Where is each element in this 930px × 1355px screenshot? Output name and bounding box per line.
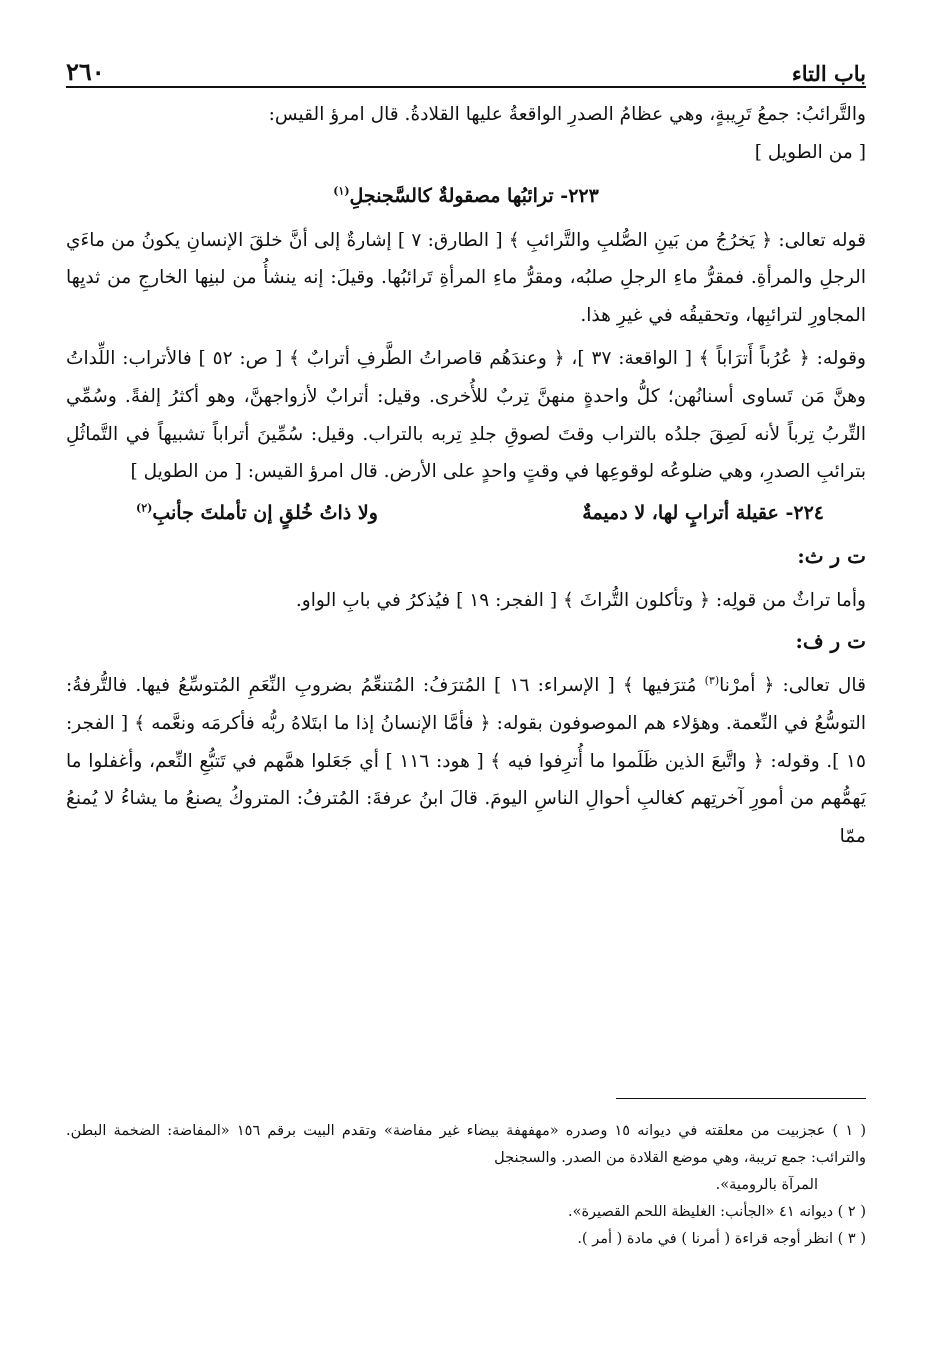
section-title: باب التاء (791, 61, 866, 86)
page-number: ٢٦٠ (66, 57, 105, 86)
verse-224-first-hemistich: ٢٢٤- عقيلة أترابٍ لها، لا دميمةٌ (582, 502, 824, 525)
root-heading-trth: ت ر ث: (797, 544, 866, 569)
paragraph-atrab: وقوله: ﴿ عُرُباً أَترَاباً ﴾ [ الواقعة: ٣٧ ]، ﴿ وعندَهُم قاصراتُ الطَّرفِ أترابٌ ﴾ [ ص: ٥٢ ] فالأتراب: اللِّداتُ وهنَّ مَن تَساوى أسنانُهن؛ كلُّ واحدةٍ منهنَّ تِربٌ للأُخرى. وقيل: أترابٌ لأزواجهنَّ، وهو أكثرُ إلفةً. وسُمِّي التِّربُ تِرباً لأنه لَصِقَ جلدُه بالتراب وقتَ لصوقِ جلدِ تِربه بالتراب. وقيل: سُمِّينَ أتراباً تشبيهاً في التَّماثُلِ بترائبِ الصدرِ، وهي ضلوعُه لوقوعِها في وقتٍ واحدٍ على الأرض. قال امرؤ القيس: [ من الطويل ] (66, 347, 866, 483)
footnote-1-continued: المرآة بالرومية». (715, 1177, 818, 1193)
verse-223 (66, 176, 866, 216)
paragraph-taraib-definition: والتَّرائبُ: جمعُ تَرِيبةٍ، وهي عظامُ الصدرِ الواقعةُ عليها القلادةُ. قال امرؤ القيس: (268, 104, 866, 125)
footnote-ref-1: (١) (333, 184, 350, 198)
paragraph-turath: وأما تراثٌ من قولِه: ﴿ وتأكلون التُّراثَ ﴾ [ الفجر: ١٩ ] فيُذكرُ في بابِ الواو. (295, 590, 866, 612)
main-text (66, 96, 866, 856)
verse-224-second-hemistich: ولا ذاتُ خُلقٍ إن تأملتَ جأنبِ$^{(٢)}$ (136, 501, 378, 525)
footnote-1: ( ١ ) عجزبيت من معلقته في ديوانه ١٥ وصدره «مهفهفة بيضاء غير مفاضة» وتقدم البيت برقم ١٥٦ «المفاضة: الضخمة البطن. والترائب: جمع تريبة، وهي موضع القلادة من الصدر. والسجنجل (66, 1123, 866, 1166)
footnote-ref-2: (٢) (136, 501, 153, 515)
root-heading-trf: ت ر ف: (795, 628, 866, 653)
verse-223-text: ٢٢٣- ترائبُها مصقولةٌ كالسَّجنجلِ (349, 184, 599, 207)
footnotes (66, 1118, 866, 1253)
footnote-ref-3: (٣) (704, 673, 720, 687)
paragraph-tariq-verse: قوله تعالى: ﴿ يَخرُجُ من بَينِ الصُّلبِ والتَّرائبِ ﴾ [ الطارق: ٧ ] إشارةٌ إلى أنَّ خلقَ الإنسانِ يكونُ من ماءَي الرجلِ والمرأةِ. فمقرُّ ماءِ الرجلِ صلبُه، ومقرُّ ماءِ المرأةِ تَرائبُها. وقيلَ: إنه ينشأُ من لبنِها الخارجِ من ثديِها المجاورِ لترائبِها، وتحقيقُه في غيرِ هذا. (66, 229, 866, 327)
verse-224 (66, 493, 866, 533)
running-head (66, 40, 866, 88)
paragraph-mutraf: قال تعالى: ﴿ أمرْنا$^{(٣)}$ مُترَفيها ﴾ [ الإسراء: ١٦ ] المُترَفُ: المُتنعِّمُ بضروبِ النِّعَمِ المُتوسِّعُ فيها. فالتُّرفةُ: التوسُّعُ في النِّعمة. وهؤلاء هم الموصوفون بقوله: ﴿ فأمَّا الإنسانُ إذا ما ابتَلاهُ ربُّه فأكرمَه ونعَّمه ﴾ [ الفجر: ١٥ ]. وقوله: ﴿ واتَّبعَ الذين ظَلَموا ما أُترِفوا فيه ﴾ [ هود: ١١٦ ] أي جَعَلوا همَّهم في تَتبُّعِ النِّعم، وأغفلوا ما يَهمُّهم من أمورِ آخرتِهم كغالبِ أحوالِ الناسِ اليومَ. قالَ ابنُ عرفةَ: المُترفُ: المتروكُ يصنعُ ما يشاءُ لا يُمنعُ ممّا (66, 673, 866, 848)
footnote-3: ( ٣ ) انظر أوجه قراءة ( أمرنا ) في مادة ( أمر ). (577, 1231, 866, 1247)
footnote-divider (616, 1098, 866, 1099)
footnote-2: ( ٢ ) ديوانه ٤١ «الجأنب: الغليظة اللحم القصيرة». (567, 1204, 866, 1220)
meter-label: [ من الطويل ] (754, 141, 866, 163)
